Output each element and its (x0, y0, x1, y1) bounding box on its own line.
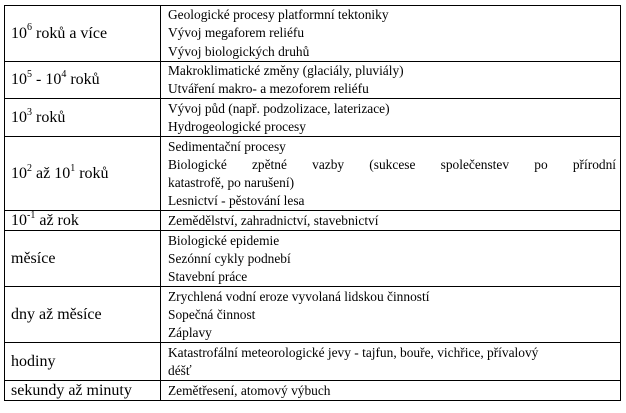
process-line: Sedimentační procesy (168, 138, 286, 154)
process-line: Lesnictví - pěstování lesa (168, 193, 305, 209)
scale-suffix: až rok (35, 211, 79, 229)
time-scale-table (4, 5, 621, 401)
scale-suffix: roků a více (32, 24, 108, 42)
process-line: Biologické zpětné vazby (sukcese společenstev po přírodní (168, 156, 616, 172)
scale-base: 10 (11, 211, 27, 229)
scale-exponent: 5 (27, 68, 32, 80)
scale-base: 10 (11, 108, 27, 126)
scale-exponent: -1 (27, 209, 36, 221)
process-line: Makroklimatické změny (glaciály, pluviály) (168, 63, 404, 78)
table-row (5, 231, 621, 287)
process-line: Sopečná činnost (168, 306, 256, 322)
process-cell (161, 343, 621, 381)
time-scale-cell (5, 137, 161, 211)
process-line: Zemědělství, zahradnictví, stavebnictví (168, 212, 379, 228)
process-line: Utváření makro- a mezoforem reliéfu (168, 81, 369, 97)
scale-suffix: roků (75, 164, 109, 182)
process-line: Sezónní cykly podnebí (168, 250, 291, 266)
scale-exponent: 4 (61, 68, 67, 80)
scale-suffix: roků (32, 108, 66, 126)
process-line: Biologické epidemie (168, 232, 280, 248)
time-scale-cell: hodiny (5, 343, 161, 381)
time-scale-cell (5, 99, 161, 137)
table-row (5, 343, 621, 381)
time-scale-cell: dny až měsíce (5, 287, 161, 343)
process-cell (161, 231, 621, 287)
time-scale-cell: sekundy až minuty (5, 381, 161, 401)
process-line: Zemětřesení, atomový výbuch (168, 382, 331, 398)
process-line: Vývoj megaforem reliéfu (168, 25, 305, 41)
process-cell (161, 137, 621, 211)
scale-exponent: 3 (27, 106, 32, 118)
scale-exponent: 6 (27, 22, 32, 34)
process-cell (161, 381, 621, 401)
table-row (5, 62, 621, 99)
scale-exponent: 1 (70, 162, 76, 174)
process-line: Stavební práce (168, 269, 248, 284)
table-row (5, 6, 621, 62)
time-scale-cell (5, 6, 161, 62)
process-line: Vývoj biologických druhů (168, 43, 310, 59)
table-row (5, 137, 621, 211)
process-line: Vývoj půd (např. podzolizace, laterizace) (168, 100, 390, 116)
process-cell (161, 211, 621, 231)
time-scale-cell: měsíce (5, 231, 161, 287)
scale-base: 10 (11, 164, 27, 182)
process-line: Geologické procesy platformní tektoniky (168, 7, 389, 23)
process-line: Záplavy (168, 325, 212, 340)
scale-mid: - 10 (32, 71, 62, 89)
table-row (5, 287, 621, 343)
scale-base: 10 (11, 24, 27, 42)
process-cell (161, 99, 621, 137)
process-cell (161, 62, 621, 99)
scale-suffix: roků (66, 71, 100, 89)
scale-mid: až 10 (32, 164, 71, 182)
table-row (5, 211, 621, 231)
process-cell (161, 6, 621, 62)
process-line: katastrofě, po narušení) (168, 174, 295, 190)
table-row (5, 99, 621, 137)
table-row (5, 381, 621, 401)
process-line: Zrychlená vodní eroze vyvolaná lidskou činností (168, 288, 430, 304)
process-line: Hydrogeologické procesy (168, 118, 306, 134)
time-scale-cell (5, 211, 161, 231)
process-line: Katastrofální meteorologické jevy - tajfun, bouře, vichřice, přívalový (168, 344, 539, 360)
process-cell (161, 287, 621, 343)
scale-exponent: 2 (27, 162, 32, 174)
scale-base: 10 (11, 71, 27, 89)
process-line: déšť (168, 362, 192, 378)
time-scale-cell (5, 62, 161, 99)
